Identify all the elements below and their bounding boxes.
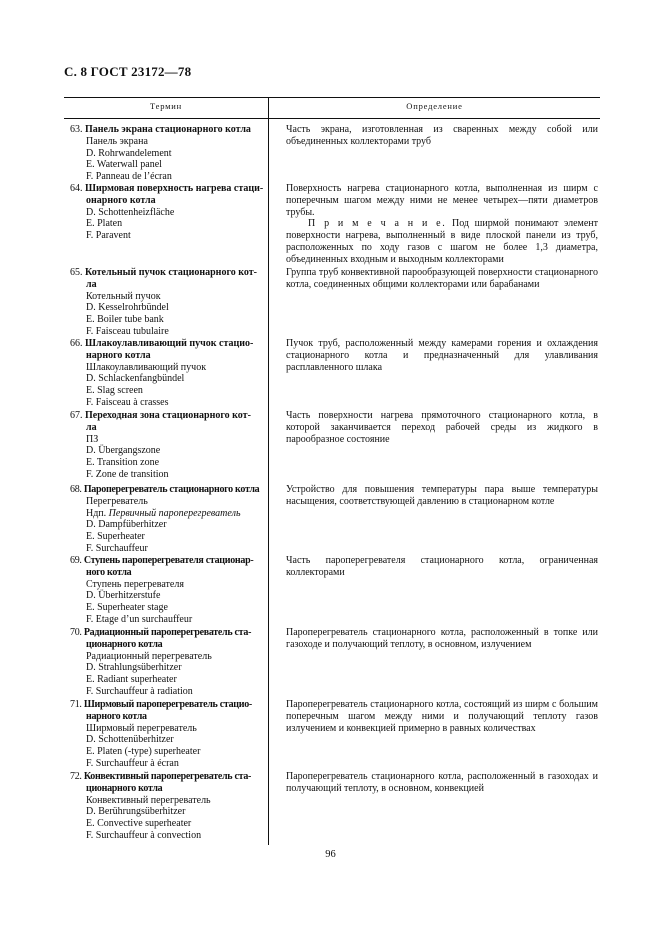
term-german: D. Übergangszone — [86, 445, 161, 457]
term-synonym: Конвективный перегреватель — [86, 794, 211, 806]
term-french: F. Panneau de l’écran — [86, 171, 172, 183]
term-german: D. Kesselrohrbündel — [86, 302, 169, 314]
term-entry-67 — [70, 410, 266, 481]
term-german: D. Dampfüberhitzer — [86, 519, 167, 531]
table-column-divider — [268, 97, 269, 845]
term-heading: 63. Панель экрана стационарного котла — [70, 124, 251, 135]
term-synonym: Панель экрана — [86, 135, 148, 147]
definition-note: П р и м е ч а н и е. Под ширмой понимают элемент поверхности нагрева, выполненный в виде плоской панели из труб, расположенных по ходу газов с шагом не более 1,3 диаметра, объединенных входным и выходным коллекторами — [286, 218, 599, 265]
term-entry-65 — [70, 267, 266, 338]
term-entry-70 — [70, 627, 266, 698]
term-heading: 68. Пароперегреватель стационарного котла — [70, 484, 260, 495]
page-number: 96 — [325, 849, 336, 860]
term-english: E. Boiler tube bank — [86, 314, 164, 326]
term-entry-71 — [70, 699, 266, 770]
term-german: D. Schlackenfangbündel — [86, 373, 185, 385]
term-german: D. Überhitzerstufe — [86, 590, 161, 602]
term-french: F. Etage d’un surchauffeur — [86, 613, 193, 625]
term-english: E. Platen (-type) superheater — [86, 746, 201, 758]
term-abbreviation: ПЗ — [86, 433, 99, 445]
term-heading: 71. Ширмовый пароперегреватель стацио- нарного котла — [70, 699, 252, 722]
term-german: D. Schottenheizfläche — [86, 206, 175, 218]
term-french: F. Faisceau tubulaire — [86, 325, 169, 337]
term-french: F. Surchauffeur à écran — [86, 757, 179, 769]
term-english: E. Radiant superheater — [86, 674, 177, 686]
term-synonym: Радиационный перегреватель — [86, 650, 212, 662]
term-french: F. Surchauffeur à radiation — [86, 685, 193, 697]
column-header-definitions: Определение — [406, 101, 463, 111]
term-english: E. Superheater — [86, 531, 145, 543]
term-german: D. Strahlungsüberhitzer — [86, 662, 182, 674]
definition-72: Пароперегреватель стационарного котла, расположенный в газоходах и получающий теплоту, в основном, конвекцией — [286, 771, 598, 794]
table-top-rule — [64, 97, 600, 98]
term-heading: 69. Ступень пароперегревателя стационар- ного котла — [70, 555, 254, 578]
term-synonym: Шлакоулавливающий пучок — [86, 361, 207, 373]
term-entry-68 — [70, 484, 266, 555]
definition-69: Часть пароперегревателя стационарного котла, ограниченная коллекторами — [286, 555, 598, 578]
page-header: С. 8 ГОСТ 23172—78 — [64, 64, 192, 79]
definition-67: Часть поверхности нагрева прямоточного стационарного котла, в которой заканчивается переход рабочей среды из жидкого в парообразное состояние — [286, 410, 598, 445]
term-english: E. Convective superheater — [86, 818, 192, 830]
term-synonym: Ширмовый перегреватель — [86, 722, 197, 734]
term-german: D. Berührungsüberhitzer — [86, 806, 186, 818]
term-heading: 70. Радиационный пароперегреватель ста- ционарного котла — [70, 627, 252, 650]
term-english: E. Slag screen — [86, 385, 143, 397]
term-english: E. Transition zone — [86, 457, 160, 469]
term-german: D. Rohrwandelement — [86, 147, 172, 159]
term-synonym: Ступень перегревателя — [86, 578, 184, 590]
definition-71: Пароперегреватель стационарного котла, состоящий из ширм с большим поперечным шагом между ними и получающий теплоту газов излучением и конвекцией примерно в равных количествах — [286, 699, 598, 734]
term-french: F. Surchauffeur à convection — [86, 829, 202, 841]
term-heading: 64. Ширмовая поверхность нагрева стаци- онарного котла — [70, 183, 264, 206]
term-not-allowed — [70, 508, 266, 520]
definition-63: Часть экрана, изготовленная из сваренных между собой или объединенных коллекторами труб — [286, 124, 598, 147]
term-ndp-label: Ндп. Первичный пароперегреватель — [86, 507, 241, 519]
term-entry-66 — [70, 338, 266, 409]
term-heading: 66. Шлакоулавливающий пучок стацио- нарного котла — [70, 338, 254, 361]
term-english: E. Platen — [86, 218, 123, 230]
term-french: F. Paravent — [86, 230, 131, 242]
term-english: E. Waterwall panel — [86, 159, 162, 171]
definition-64: Поверхность нагрева стационарного котла, выполненная из ширм с поперечным шагом между ними не менее четырех—пяти диаметров трубы. П р и м е ч а н и е. Под ширмой понимают элемент поверхности нагрева, выполненный в виде плоской панели из труб, расположенных по ходу газов с шагом не более 1,3 диаметра, объединенных входным и выходным коллекторами — [286, 183, 599, 265]
definition-66: Пучок труб, расположенный между камерами горения и охлаждения стационарного котла и предназначенный для улавливания расплавленного шлака — [286, 338, 598, 373]
definition-68: Устройство для повышения температуры пара выше температуры насыщения, соответствующей давлению в стационарном котле — [286, 484, 598, 507]
term-synonym: Перегреватель — [86, 495, 148, 507]
term-heading: 65. Котельный пучок стационарного кот- ла — [70, 267, 257, 290]
term-english: E. Superheater stage — [86, 602, 168, 614]
term-french: F. Faisceau à crasses — [86, 396, 169, 408]
term-entry-63 — [70, 124, 266, 183]
term-synonym: Котельный пучок — [86, 290, 161, 302]
term-heading: 67. Переходная зона стационарного кот- ла — [70, 410, 251, 433]
term-german: D. Schottenüberhitzer — [86, 734, 174, 746]
definition-70: Пароперегреватель стационарного котла, расположенный в топке или газоходе и получающий теплоту, в основном, излучением — [286, 627, 598, 650]
table-header-rule — [64, 118, 600, 119]
term-french: F. Surchauffeur — [86, 542, 148, 554]
definition-65: Группа труб конвективной парообразующей поверхности стационарного котла, соединенных общими коллекторами или барабанами — [286, 267, 598, 290]
term-entry-72 — [70, 771, 266, 842]
term-rejected: Первичный пароперегреватель — [106, 507, 241, 519]
term-entry-64 — [70, 183, 266, 242]
term-heading: 72. Конвективный пароперегреватель ста- ционарного котла — [70, 771, 252, 794]
column-header-terms: Термин — [149, 101, 183, 111]
term-entry-69 — [70, 555, 266, 626]
term-french: F. Zone de transition — [86, 468, 169, 480]
